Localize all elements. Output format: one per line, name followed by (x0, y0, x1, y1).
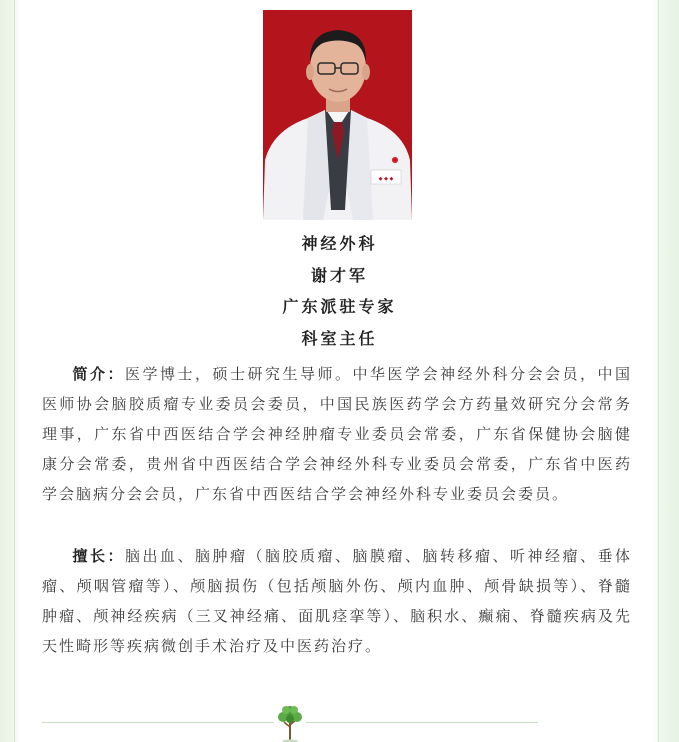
left-border-decoration (0, 0, 20, 742)
intro-paragraph (42, 359, 632, 509)
doctor-role: 广东派驻专家 (282, 297, 397, 316)
profile-header (0, 228, 679, 354)
tree-icon (274, 703, 306, 742)
specialty-paragraph (42, 541, 632, 661)
doctor-portrait (263, 10, 412, 220)
right-border-decoration (653, 0, 679, 742)
intro-text: 医学博士，硕士研究生导师。中华医学会神经外科分会会员，中国医师协会脑胶质瘤专业委员会委员，中国民族医药学会方药量效研究分会常务理事，广东省中西医结合学会神经肿瘤专业委员会常委，广东省保健协会脑健康分会常委，贵州省中西医结合学会神经外科专业委员会常委，广东省中医药学会脑病分会会员，广东省中西医结合学会神经外科专业委员会委员。 (42, 365, 632, 503)
intro-label: 简介： (72, 365, 125, 383)
specialty-text: 脑出血、脑肿瘤（脑胶质瘤、脑膜瘤、脑转移瘤、听神经瘤、垂体瘤、颅咽管瘤等）、颅脑损伤（包括颅脑外伤、颅内血肿、颅骨缺损等）、脊髓肿瘤、颅神经疾病（三叉神经痛、面肌痉挛等）、脑积水、癫痫、脊髓疾病及先天性畸形等疾病微创手术治疗及中医药治疗。 (42, 547, 632, 655)
specialty-label: 擅长： (72, 547, 125, 565)
department-title: 神经外科 (301, 234, 378, 253)
doctor-position: 科室主任 (301, 328, 378, 348)
svg-text:◆ ◆ ◆: ◆ ◆ ◆ (378, 176, 394, 182)
doctor-name: 谢才军 (310, 265, 368, 285)
